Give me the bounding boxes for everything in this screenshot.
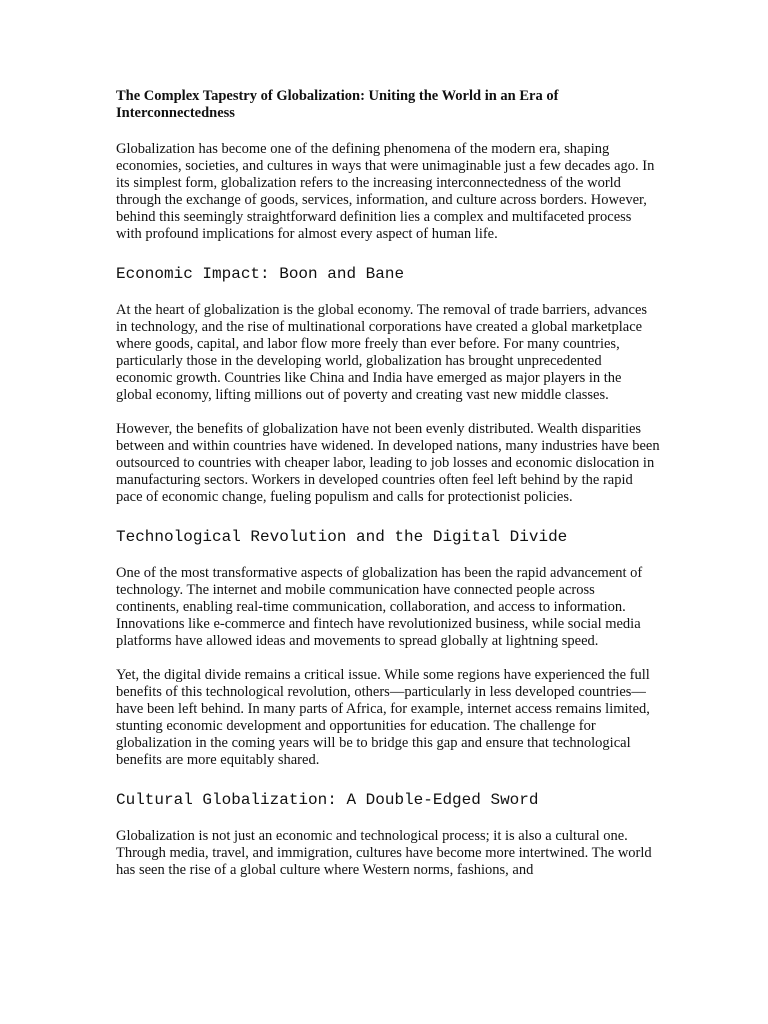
section-heading: Cultural Globalization: A Double-Edged Sword: [116, 791, 539, 809]
section-economic-impact: [116, 264, 660, 506]
body-paragraph: One of the most transformative aspects of globalization has been the rapid advancement of technology. The internet and mobile communication have connected people across continents, enabling real-time communication, collaboration, and access to information. Innovations like e-commerce and fintech have revolutionized business, while social media platforms have allowed ideas and movements to spread globally at lightning speed.: [116, 565, 643, 649]
body-paragraph: At the heart of globalization is the global economy. The removal of trade barriers, advances in technology, and the rise of multinational corporations have created a global marketplace where goods, capital, and labor flow more freely than ever before. For many countries, particularly those in the developing world, globalization has brought unprecedented economic growth. Countries like China and India have emerged as major players in the global economy, lifting millions out of poverty and creating vast new middle classes.: [116, 302, 648, 403]
section-heading: Technological Revolution and the Digital Divide: [116, 528, 568, 546]
body-paragraph: Globalization is not just an economic and technological process; it is also a cultural one. Through media, travel, and immigration, cultures have become more intertwined. The world has seen the rise of a global culture where Western norms, fashions, and: [116, 828, 652, 878]
document-title: The Complex Tapestry of Globalization: Uniting the World in an Era of Interconnectedness: [116, 88, 559, 121]
section-technological-revolution: [116, 527, 660, 769]
body-paragraph: Yet, the digital divide remains a critical issue. While some regions have experienced the full benefits of this technological revolution, others—particularly in less developed countries—have been left behind. In many parts of Africa, for example, internet access remains limited, stunting economic development and opportunities for education. The challenge for globalization in the coming years will be to bridge this gap and ensure that technological benefits are more equitably shared.: [116, 667, 650, 768]
document-page: [116, 88, 660, 896]
section-heading: Economic Impact: Boon and Bane: [116, 265, 405, 283]
body-paragraph: However, the benefits of globalization have not been evenly distributed. Wealth disparities between and within countries have widened. In developed nations, many industries have been outsourced to countries with cheaper labor, leading to job losses and economic dislocation in manufacturing sectors. Workers in developed countries often feel left behind by the rapid pace of economic change, fueling populism and calls for protectionist policies.: [116, 421, 660, 505]
section-cultural-globalization: [116, 790, 660, 879]
intro-paragraph: Globalization has become one of the defining phenomena of the modern era, shaping economies, societies, and cultures in ways that were unimaginable just a few decades ago. In its simplest form, globalization refers to the increasing interconnectedness of the world through the exchange of goods, services, information, and culture across borders. However, behind this seemingly straightforward definition lies a complex and multifaceted process with profound implications for almost every aspect of human life.: [116, 141, 655, 242]
